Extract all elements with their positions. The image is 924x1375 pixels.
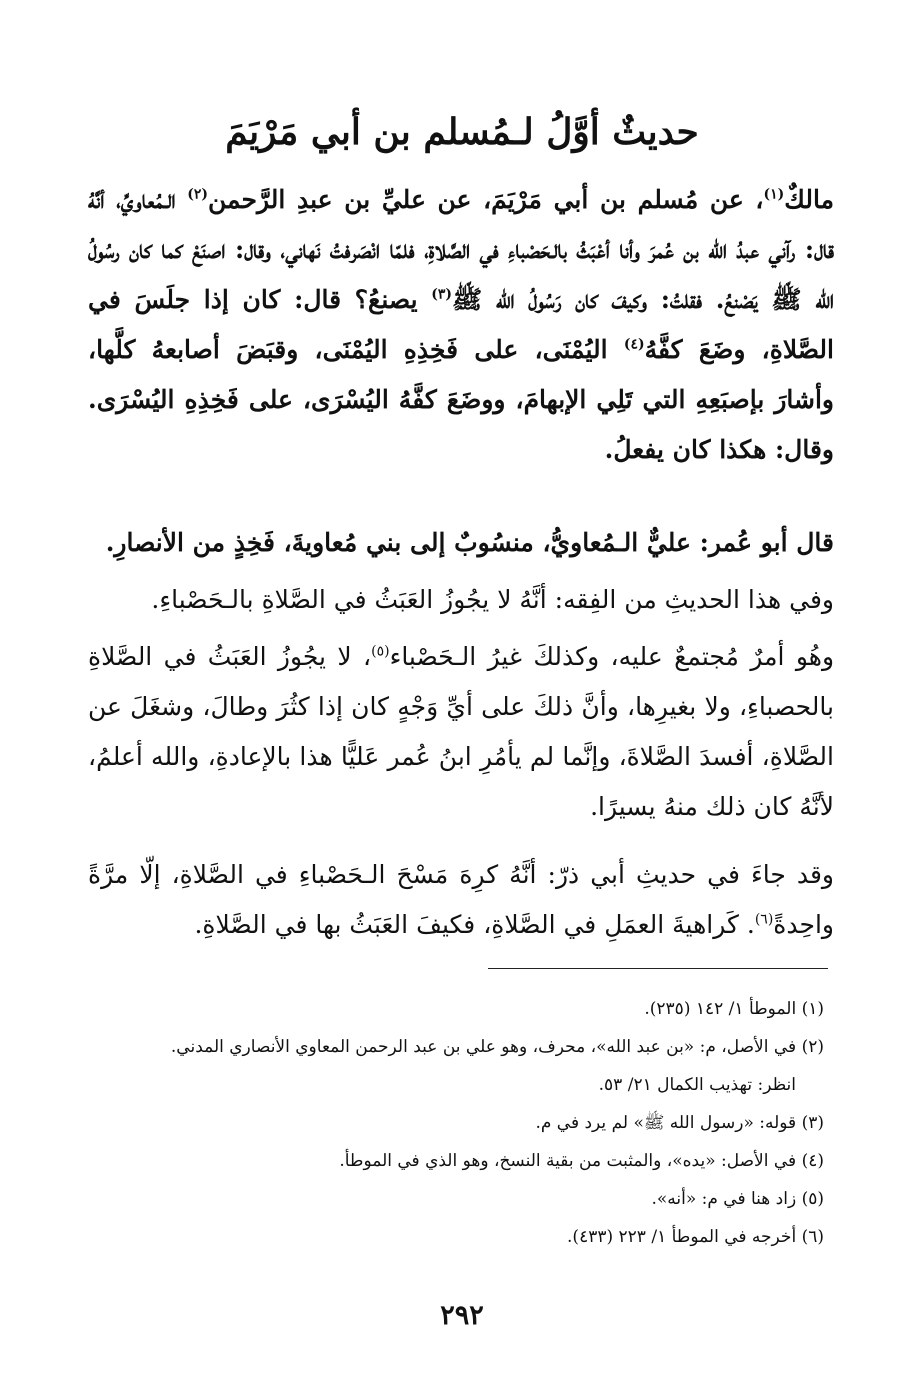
commentary-paragraph-abu-dharr xyxy=(88,850,834,950)
text-segment: وهُو أمرٌ مُجتمعٌ عليه، وكذلكَ غيرُ الـحَصْباء xyxy=(389,642,835,671)
page-number: ٢٩٢ xyxy=(440,1300,484,1331)
footnote-ref-6: (٦) xyxy=(754,911,774,928)
footnote-separator xyxy=(488,968,828,969)
hadith-text-paragraph xyxy=(88,175,834,475)
commentary-paragraph-narrator: قال أبو عُمر: عليٌّ الـمُعاويُّ، منسُوبٌ إلى بني مُعاويةَ، فَخِذٍ من الأنصارِ. xyxy=(105,528,834,557)
text-segment: وقد جاءَ في حديثِ أبي ذرّ: أنَّهُ كرِهَ مَسْحَ الـحَصْباءِ في الصَّلاةِ، إلّا مرَّةً واحِدةً xyxy=(88,860,834,939)
hadith-title: حديثٌ أوَّلُ لـمُسلم بن أبي مَرْيَمَ xyxy=(225,111,699,153)
footnote-2: (٢) في الأصل، م: «بن عبد الله»، محرف، وهو علي بن عبد الرحمن المعاوي الأنصاري المدني. xyxy=(170,1037,824,1057)
text-segment: يصنعُ؟ قال: كان إذا جلَسَ في الصَّلاةِ، وضَعَ كفَّهُ xyxy=(88,285,834,364)
footnote-3: (٣) قوله: «رسول الله ﷺ» لم يرد في م. xyxy=(535,1113,824,1133)
text-segment: . كَراهيةَ العمَلِ في الصَّلاةِ، فكيفَ العَبَثُ بها في الصَّلاةِ. xyxy=(194,910,755,939)
text-segment: مالكٌ xyxy=(784,185,834,214)
footnote-5: (٥) زاد هنا في م: «أنه». xyxy=(651,1189,824,1209)
footnote-ref-2: (٢) xyxy=(187,186,209,203)
footnote-2-continuation: انظر: تهذيب الكمال ٢١/ ٥٣. xyxy=(598,1075,796,1095)
footnote-ref-4: (٤) xyxy=(623,336,645,353)
footnotes xyxy=(92,990,824,1256)
footnote-ref-5: (٥) xyxy=(371,643,390,660)
footnote-6: (٦) أخرجه في الموطأ ١/ ٢٢٣ (٤٣٣). xyxy=(567,1227,824,1247)
footnote-ref-1: (١) xyxy=(763,186,785,203)
text-segment: ، عن مُسلم بن أبي مَرْيَمَ، عن عليِّ بن عبدِ الرَّحمن xyxy=(208,185,764,214)
text-segment: ، لا يجُوزُ العَبَثُ في الصَّلاةِ بالحصباءِ، ولا بغيرِها، وأنَّ ذلكَ على أيِّ وَجْهٍ كان إذا كثُرَ وطالَ، وشغَلَ عن الصَّلاةِ، أفسدَ الصَّلاةَ، وإنَّما لم يأمُرِ ابنُ عُمر عَليًّا هذا بالإعادةِ، والله أعلمُ، لأنَّهُ كان ذلك منهُ يسيرًا. xyxy=(88,642,834,821)
footnote-4: (٤) في الأصل: «يده»، والمثبت من بقية النسخ، وهو الذي في الموطأ. xyxy=(339,1151,824,1171)
commentary-paragraph-consensus xyxy=(88,632,834,832)
footnote-ref-3: (٣) xyxy=(431,286,453,303)
commentary-paragraph-fiqh: وفي هذا الحديثِ من الفِقه: أنَّهُ لا يجُوزُ العَبَثُ في الصَّلاةِ بالـحَصْباءِ. xyxy=(151,585,834,614)
text-segment: الـمُعاويِّ، أنَّهُ قال: رآني عبدُ الله بن عُمرَ وأنا أعْبَثُ بالـحَصْباءِ في الصَّلاةِ، فلمّا انْصَرفتُ نَهاني، وقال: اصنَعْ كما كان رسُولُ الله ﷺ يَصْنعُ. فقلتُ: وكيفَ كان رَسُولُ الله ﷺ xyxy=(88,185,834,314)
footnote-1: (١) الموطأ ١/ ١٤٢ (٢٣٥). xyxy=(644,999,824,1019)
text-segment: اليُمْنَى، على فَخِذِهِ اليُمْنَى، وقبَضَ أصابعهُ كلَّها، وأشارَ بإصبَعِهِ التي تَلِي الإبهامَ، ووضَعَ كفَّهُ اليُسْرَى، على فَخِذِهِ اليُسْرَى. وقال: هكذا كان يفعلُ. xyxy=(88,335,834,464)
